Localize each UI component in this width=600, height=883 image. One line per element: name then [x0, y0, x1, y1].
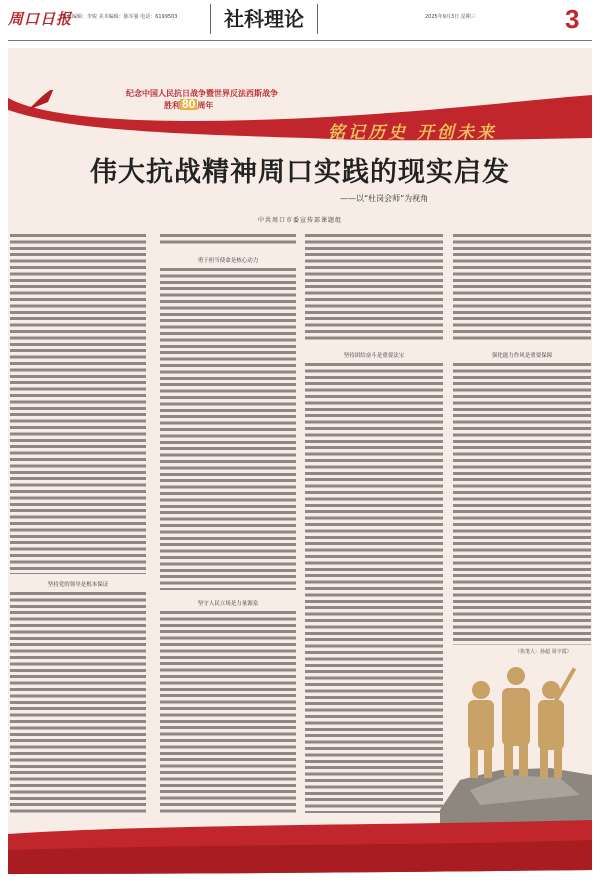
author-credit: （执笔人：孙超 周宇霞）	[515, 649, 572, 655]
header-divider	[8, 40, 592, 41]
anniversary-number: 80	[182, 97, 196, 111]
body-text-block	[305, 234, 443, 342]
body-text-block	[160, 611, 296, 816]
body-text-block	[453, 234, 591, 342]
page-number: 3	[565, 4, 580, 34]
body-text-block	[453, 363, 591, 645]
article-title: 伟大抗战精神周口实践的现实启发	[90, 157, 510, 188]
soldier-statue-image	[440, 660, 592, 832]
body-text-block	[10, 592, 146, 816]
commemoration-label	[126, 88, 278, 111]
issue-date: 2025年9月3日 星期三	[425, 14, 476, 20]
subheading: 坚守人民立场是力量源泉	[197, 601, 259, 607]
subheading: 强化能力作风是重要保障	[491, 353, 553, 359]
red-ribbon-banner	[8, 90, 592, 150]
subheading: 坚持团结奋斗是重要法宝	[343, 353, 405, 359]
body-text-block	[160, 234, 296, 247]
article-subtitle: ——以“杜岗会师”为视角	[340, 194, 429, 203]
article-byline: 中共周口市委宣传部课题组	[257, 217, 342, 224]
commemoration-line1: 纪念中国人民抗日战争暨世界反法西斯战争	[126, 89, 278, 98]
body-text-block	[10, 234, 146, 574]
editors-line: 责任编辑：李锐 美术编辑：陈军强 电话：6199503	[62, 14, 178, 20]
commemoration-prefix: 胜利	[164, 101, 180, 110]
section-title: 社科理论	[210, 4, 318, 34]
body-text-block	[160, 268, 296, 590]
body-text-block	[305, 363, 443, 813]
slogan: 铭记历史 开创未来	[328, 123, 497, 143]
bottom-red-ribbon	[8, 820, 592, 878]
commemoration-suffix: 周年	[197, 101, 214, 110]
newspaper-logo: 周口日报	[8, 10, 73, 28]
subheading: 坚持党的领导是根本保证	[47, 582, 109, 588]
subheading: 勇于担当使命是核心动力	[197, 258, 259, 264]
